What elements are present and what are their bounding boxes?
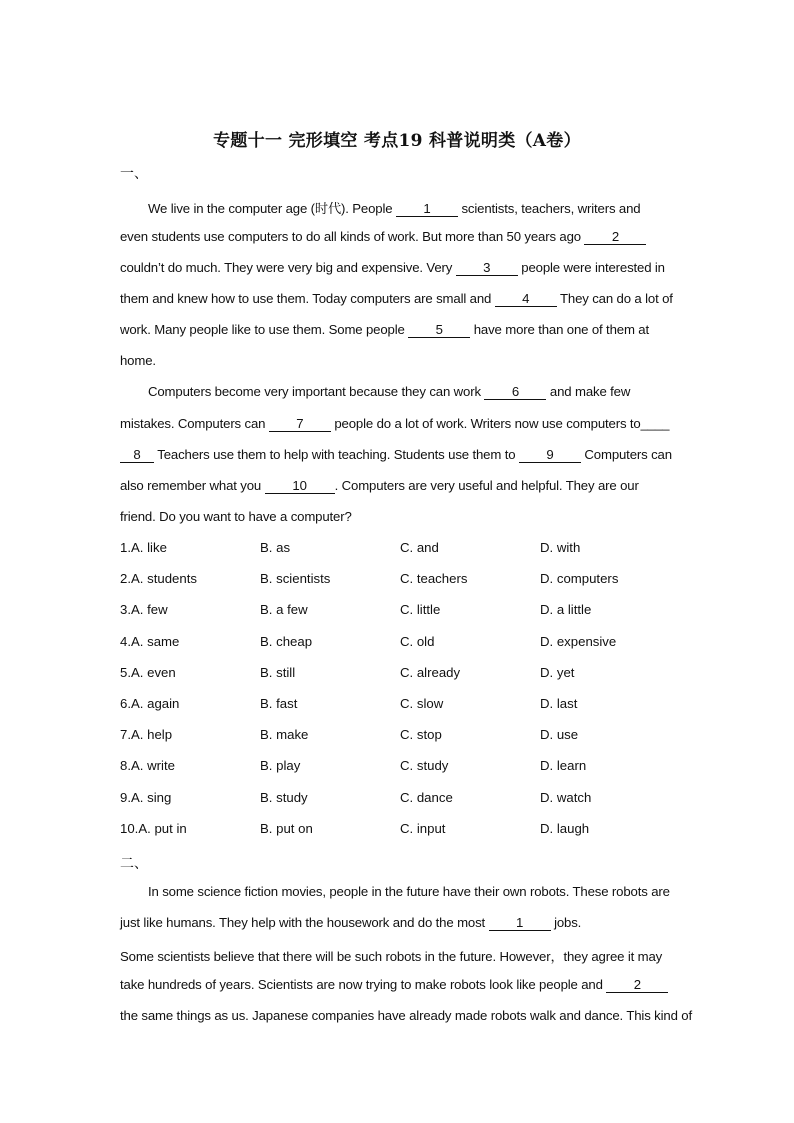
answer-option: D. laugh [540, 820, 590, 836]
answer-option: B. scientists [260, 571, 331, 587]
answer-option: D. use [540, 727, 579, 743]
passage-line: friend. Do you want to have a computer? [120, 509, 352, 524]
answer-option: B. fast [260, 696, 298, 711]
passage-line: We live in the computer age (时代). People 1 scientists, teachers, writers and [148, 201, 641, 216]
passage-line: take hundreds of years. Scientists are now trying to make robots look like people and 2 [120, 977, 668, 993]
answer-option: 1.A. like [120, 540, 167, 555]
blank-2: 2 [606, 978, 668, 993]
answer-option: D. computers [540, 571, 619, 587]
passage-line: Computers become very important because they can work 6 and make few [148, 384, 631, 399]
passage-line: the same things as us. Japanese companies have already made robots walk and dance. This kind of [120, 1008, 692, 1023]
blank-10: 10 [265, 479, 335, 494]
answer-option: 4.A. same [120, 633, 180, 649]
passage-line: In some science fiction movies, people in the future have their own robots. These robots are [148, 884, 670, 899]
blank-1: 1 [396, 202, 458, 217]
blank-2: 2 [584, 230, 646, 245]
section-number: 二、 [120, 856, 148, 872]
passage-line: also remember what you 10 . Computers are very useful and helpful. They are our [120, 478, 639, 493]
answer-option: B. still [260, 664, 296, 680]
answer-option: B. cheap [260, 633, 313, 649]
answer-option: 3.A. few [120, 602, 168, 618]
passage-line: even students use computers to do all kinds of work. But more than 50 years ago 2 [120, 229, 646, 245]
answer-option: B. a few [260, 602, 308, 618]
answer-option: C. slow [400, 696, 444, 711]
answer-option: C. stop [400, 727, 442, 743]
answer-option: C. little [400, 602, 441, 618]
passage-line: couldn’t do much. They were very big and expensive. Very 3 people were interested in [120, 260, 665, 275]
answer-option: C. and [400, 540, 439, 555]
answer-option: C. study [400, 758, 449, 774]
answer-option: 10.A. put in [120, 820, 187, 836]
answer-option: B. study [260, 789, 308, 805]
blank-1: 1 [489, 916, 551, 931]
answer-option: C. old [400, 633, 435, 649]
answer-option: B. play [260, 758, 301, 774]
answer-option: D. learn [540, 758, 587, 774]
passage-line: work. Many people like to use them. Some people 5 have more than one of them at [120, 322, 649, 337]
answer-option: 8.A. write [120, 758, 175, 774]
answer-option: B. put on [260, 820, 313, 836]
answer-option: D. with [540, 540, 581, 555]
blank-6: 6 [484, 385, 546, 400]
answer-option: D. last [540, 696, 578, 711]
passage-line: them and knew how to use them. Today computers are small and 4 They can do a lot of [120, 291, 673, 306]
blank-3: 3 [456, 261, 518, 276]
blank-5: 5 [408, 323, 470, 338]
answer-option: 6.A. again [120, 696, 180, 711]
passage-line: 8 Teachers use them to help with teaching. Students use them to 9 Computers can [120, 447, 672, 463]
passage-line: mistakes. Computers can 7 people do a lot of work. Writers now use computers to____ [120, 416, 670, 431]
answer-option: D. yet [540, 664, 575, 680]
blank-8: 8 [120, 448, 154, 463]
answer-option: 7.A. help [120, 727, 173, 743]
answer-option: D. expensive [540, 633, 617, 649]
answer-option: D. a little [540, 602, 592, 618]
blank-7: 7 [269, 417, 331, 432]
answer-option: B. make [260, 727, 309, 743]
passage-line: home. [120, 353, 156, 368]
answer-option: C. already [400, 664, 461, 680]
answer-option: C. input [400, 820, 446, 836]
answer-option: 2.A. students [120, 571, 197, 587]
passage-line: Some scientists believe that there will be such robots in the future. However，they agree it may [120, 949, 663, 964]
section-number: 一、 [120, 166, 148, 182]
answer-option: 5.A. even [120, 664, 176, 680]
passage-line: just like humans. They help with the housework and do the most 1 jobs. [120, 915, 582, 930]
answer-option: 9.A. sing [120, 789, 172, 805]
answer-option: C. dance [400, 789, 453, 805]
page-title: 专题十一 完形填空 考点19 科普说明类（A卷） [213, 131, 581, 151]
blank-9: 9 [519, 448, 581, 463]
answer-option: C. teachers [400, 571, 468, 587]
blank-4: 4 [495, 292, 557, 307]
answer-option: B. as [260, 540, 291, 555]
answer-option: D. watch [540, 789, 592, 805]
